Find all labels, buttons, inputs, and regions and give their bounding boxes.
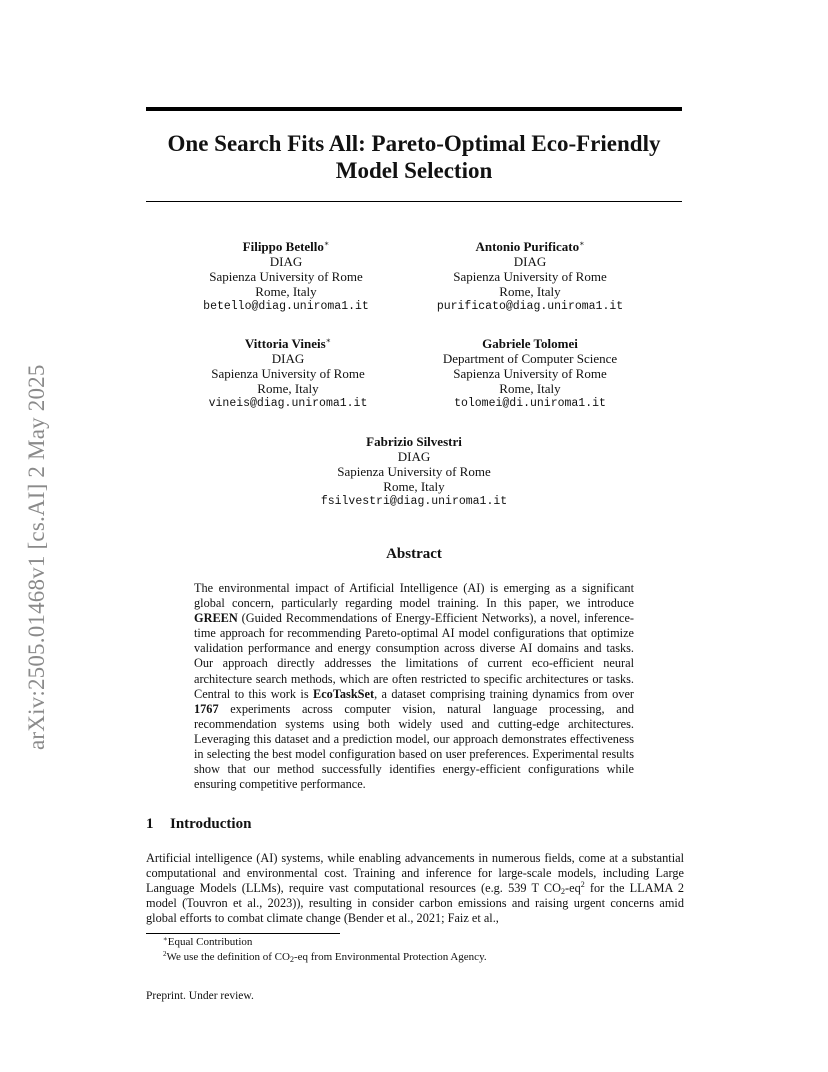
experiment-count: 1767	[194, 701, 219, 716]
title-top-rule	[146, 107, 682, 111]
author-name: Filippo Betello∗	[242, 239, 330, 254]
affiliation-line: DIAG	[271, 351, 305, 366]
ecotaskset-term: EcoTaskSet	[313, 686, 375, 701]
affiliation-line: Rome, Italy	[499, 284, 561, 299]
affiliation-line: Rome, Italy	[499, 381, 561, 396]
author-email[interactable]: purificato@diag.uniroma1.it	[436, 300, 624, 313]
author-email[interactable]: fsilvestri@diag.uniroma1.it	[320, 495, 508, 508]
author-email[interactable]: tolomei@di.uniroma1.it	[454, 397, 606, 410]
author-block	[400, 239, 660, 314]
green-term: GREEN	[194, 611, 238, 626]
author-name: Vittoria Vineis∗	[244, 336, 332, 351]
title-bottom-rule	[146, 201, 682, 202]
author-name: Antonio Purificato∗	[475, 239, 585, 254]
affiliation-line: Sapienza University of Rome	[453, 366, 607, 381]
affiliation-line: Sapienza University of Rome	[453, 269, 607, 284]
affiliation-line: Sapienza University of Rome	[337, 464, 491, 479]
author-email[interactable]: betello@diag.uniroma1.it	[203, 300, 369, 313]
footnote-ref[interactable]: 2	[580, 880, 585, 890]
author-email[interactable]: vineis@diag.uniroma1.it	[208, 397, 368, 410]
author-block	[158, 336, 418, 411]
arxiv-stamp: arXiv:2505.01468v1 [cs.AI] 2 May 2025	[24, 364, 49, 750]
affiliation-line: DIAG	[397, 449, 431, 464]
paper-title	[146, 130, 682, 184]
author-block	[284, 434, 544, 509]
affiliation-line: Rome, Italy	[383, 479, 445, 494]
section-heading	[146, 816, 251, 833]
affiliation-line: Sapienza University of Rome	[209, 269, 363, 284]
affiliation-line: Sapienza University of Rome	[211, 366, 365, 381]
intro-paragraph: Artificial intelligence (AI) systems, while enabling advancements in numerous fields, come at a substantial computational and environmental cost. Training and inference for large-scale models, including Large Language Models (LLMs), require vast computational resources (e.g. 539 T $CO_2-eq^2$ for the LLAMA 2 model (Touvron et al., 2023)), resulting in consider carbon emissions and raising urgent concerns amid global efforts to combat climate change (Bender et al., 2021; Faiz et al.,	[146, 851, 684, 926]
section-title: Introduction	[170, 816, 252, 832]
footnote-rule	[146, 933, 340, 934]
abstract-text: The environmental impact of Artificial Intelligence (AI) is emerging as a significant global concern, particularly regarding model training. In this paper, we introduce GREEN (Guided Recommendations of Energy-Efficient Networks), a novel, inference-time approach for recommending Pareto-optimal AI model configurations that optimize validation performance and energy consumption across diverse AI domains and tasks. Our approach directly addresses the limitations of current eco-efficient neural architecture search methods, which are often restricted to specific architectures or tasks. Central to this work is EcoTaskSet, a dataset comprising training dynamics from over 1767 experiments across computer vision, natural language processing, and recommendation systems using both widely used and cutting-edge architectures. Leveraging this dataset and a prediction model, our approach demonstrates effectiveness in selecting the best model configuration based on user preferences. Experimental results show that our method successfully identifies energy-efficient configurations while ensuring competitive performance.	[194, 581, 635, 792]
title-line-1: One Search Fits All: Pareto-Optimal Eco-Friendly	[167, 131, 661, 156]
affiliation-line: Department of Computer Science	[442, 351, 618, 366]
footnote-1: ∗Equal Contribution	[163, 935, 253, 948]
author-block	[400, 336, 660, 411]
affiliation-line: DIAG	[269, 254, 303, 269]
affiliation-line: Rome, Italy	[257, 381, 319, 396]
title-line-2: Model Selection	[335, 158, 493, 183]
author-name: Gabriele Tolomei	[482, 336, 578, 351]
affiliation-line: DIAG	[513, 254, 547, 269]
preprint-note: Preprint. Under review.	[146, 990, 254, 1002]
author-name: Fabrizio Silvestri	[366, 434, 462, 449]
footnote-2: $^2$We use the definition of $CO_2-eq$ from Environmental Protection Agency.	[163, 950, 487, 964]
affiliation-line: Rome, Italy	[255, 284, 317, 299]
author-block	[156, 239, 416, 314]
abstract-heading: Abstract	[386, 546, 442, 562]
section-number: 1	[146, 816, 154, 832]
